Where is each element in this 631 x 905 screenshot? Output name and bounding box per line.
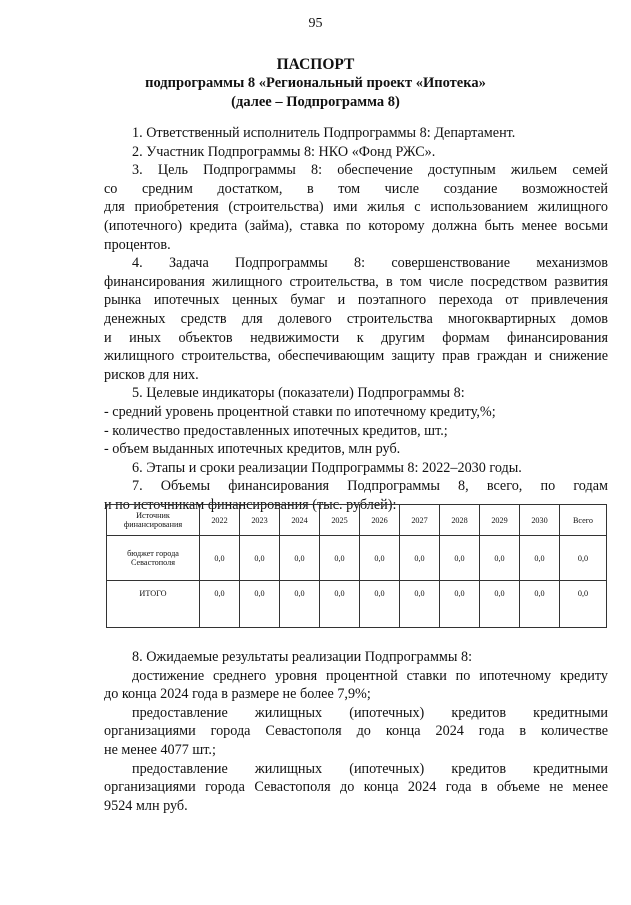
indicator-rate: - средний уровень процентной ставки по ипотечному кредиту,%;	[104, 403, 496, 420]
item-4-line-5: и иных объектов недвижимости к другим формам финансирования	[104, 329, 608, 346]
item-3-line-3: для приобретения (строительства) ими жилья с использованием жилищного	[104, 199, 608, 216]
value-cell: 0,0	[200, 536, 240, 581]
value-cell: 0,0	[400, 581, 440, 628]
item-3-line-5: процентов.	[104, 236, 171, 253]
item-8: 8. Ожидаемые результаты реализации Подпрограммы 8:	[132, 649, 473, 665]
header-cell: Всего	[560, 505, 607, 536]
item-3-line-1: 3. Цель Подпрограммы 8: обеспечение доступным жильем семей	[132, 162, 608, 179]
value-cell: 0,0	[360, 581, 400, 628]
header-cell: 2022	[200, 505, 240, 536]
document-title: ПАСПОРТ	[276, 56, 355, 73]
value-cell: 0,0	[360, 536, 400, 581]
item-4-line-1: 4. Задача Подпрограммы 8: совершенствование механизмов	[132, 255, 608, 272]
value-cell: 0,0	[440, 581, 480, 628]
value-cell: 0,0	[320, 536, 360, 581]
header-cell: Источник финансирования	[107, 505, 200, 536]
result-1-line-2: до конца 2024 года в размере не более 7,9%;	[104, 686, 371, 703]
header-cell: 2027	[400, 505, 440, 536]
item-3-line-4: (ипотечного) кредита (займа), ставка по которому должна быть менее восьми	[104, 217, 608, 234]
item-4-line-3: рынка ипотечных ценных бумаг и поэтапного перехода от привлечения	[104, 292, 608, 309]
value-cell: 0,0	[200, 581, 240, 628]
value-cell: 0,0	[280, 536, 320, 581]
table-row-total	[107, 581, 607, 628]
indicator-volume: - объем выданных ипотечных кредитов, млн руб.	[104, 441, 401, 458]
document-subtitle-note: (далее – Подпрограмма 8)	[231, 94, 400, 110]
passport-items	[104, 124, 608, 514]
result-2-line-3: не менее 4077 шт.;	[104, 741, 216, 758]
item-2: 2. Участник Подпрограммы 8: НКО «Фонд РЖС».	[132, 143, 436, 160]
value-cell: 0,0	[240, 581, 280, 628]
item-4-line-4: денежных средств для долевого строительства многоквартирных домов	[104, 310, 608, 327]
header-cell: 2025	[320, 505, 360, 536]
header-cell: 2024	[280, 505, 320, 536]
item-4-line-6: жилищного строительства, обеспечивающим защиту прав граждан и снижение	[104, 348, 608, 365]
result-3-line-1: предоставление жилищных (ипотечных) кредитов кредитными	[132, 760, 608, 777]
header-cell: 2028	[440, 505, 480, 536]
value-cell: 0,0	[440, 536, 480, 581]
header-cell: 2026	[360, 505, 400, 536]
document-header	[0, 55, 631, 112]
value-cell: 0,0	[480, 536, 520, 581]
result-1-line-1: достижение среднего уровня процентной ставки по ипотечному кредиту	[132, 667, 608, 684]
header-cell: 2029	[480, 505, 520, 536]
value-cell: 0,0	[560, 581, 607, 628]
value-cell: 0,0	[480, 581, 520, 628]
item-7-line-2: и по источникам финансирования (тыс. рублей):	[104, 496, 397, 513]
value-cell: 0,0	[280, 581, 320, 628]
value-cell: 0,0	[560, 536, 607, 581]
document-subtitle: подпрограммы 8 «Региональный проект «Ипотека»	[145, 75, 486, 91]
item-7-line-1: 7. Объемы финансирования Подпрограммы 8, всего, по годам	[132, 478, 608, 495]
page-number: 95	[308, 16, 323, 31]
item-3-line-2: со средним достатком, в том числе создание возможностей	[104, 180, 608, 197]
result-3-line-2: организациями города Севастополя до конца 2024 года в объеме не менее	[104, 779, 608, 796]
result-2-line-2: организациями города Севастополя до конца 2024 года в количестве	[104, 723, 608, 740]
result-2-line-1: предоставление жилищных (ипотечных) кредитов кредитными	[132, 704, 608, 721]
value-cell: 0,0	[520, 581, 560, 628]
header-cell: 2023	[240, 505, 280, 536]
item-4-line-7: рисков для них.	[104, 366, 199, 383]
header-cell: 2030	[520, 505, 560, 536]
item-5: 5. Целевые индикаторы (показатели) Подпрограммы 8:	[132, 385, 465, 402]
item-4-line-2: финансирования жилищного строительства, в том числе посредством развития	[104, 273, 608, 290]
table-row	[107, 536, 607, 581]
value-cell: 0,0	[320, 581, 360, 628]
table-header-row	[107, 505, 607, 536]
value-cell: 0,0	[400, 536, 440, 581]
item-1: 1. Ответственный исполнитель Подпрограммы 8: Департамент.	[132, 125, 516, 141]
expected-results	[104, 648, 608, 815]
row-source-cell: бюджет города Севастополя	[107, 536, 200, 581]
value-cell: 0,0	[520, 536, 560, 581]
result-3-line-3: 9524 млн руб.	[104, 797, 188, 814]
indicator-count: - количество предоставленных ипотечных кредитов, шт.;	[104, 422, 448, 439]
item-6: 6. Этапы и сроки реализации Подпрограммы 8: 2022–2030 годы.	[132, 459, 522, 476]
value-cell: 0,0	[240, 536, 280, 581]
row-source-cell: ИТОГО	[107, 581, 200, 628]
financing-table	[106, 504, 607, 628]
